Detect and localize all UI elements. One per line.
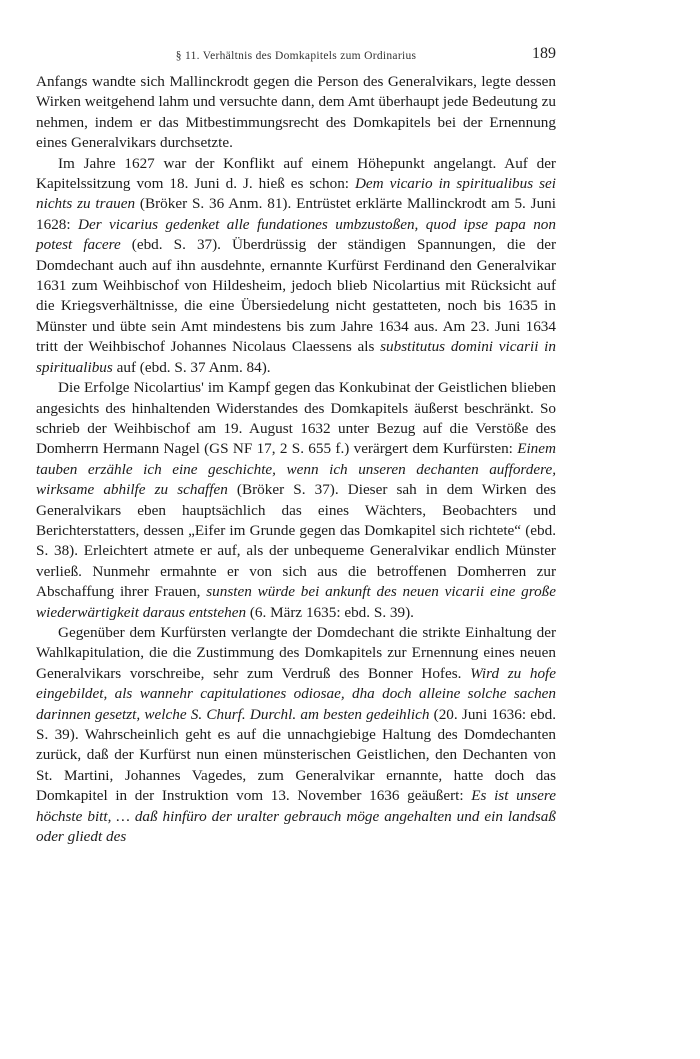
text-run: Im Jahre 1627 war der Konflikt auf einem Höhepunkt angelangt. Auf der Kapitelssitzung vom 18. Juni d. J. hieß es schon:	[36, 154, 556, 193]
paragraph	[36, 378, 556, 623]
document-page	[36, 44, 556, 847]
italic-quotation: Der vicarius gedenket alle fundationes umbzustoßen, quod ipse papa non potest facere	[36, 215, 556, 254]
text-run: (20. Juni 1636: ebd. S. 39). Wahrscheinlich geht es auf die unnachgiebige Haltung des Domdechanten zurück, daß der Kurfürst nun einen münsterischen Geistlichen, den Dechanten von St. Martini, Johannes Vagedes, zum Generalvikar ernannte, hatte doch das Domkapitel in der Instruktion vom 13. November 1636 geäußert:	[36, 705, 556, 805]
body-text	[36, 72, 556, 847]
italic-quotation: Es ist unsere höchste bitt, … daß hinfüro der uralter gebrauch möge angehalten und ein landsaß oder gliedt des	[36, 787, 557, 846]
text-run: (Bröker S. 37). Dieser sah in dem Wirken des Generalvikars eben hauptsächlich das eines Wächters, Beobachters und Berichterstatters, dessen „Eifer im Grunde gegen das Domkapitel sich richtete“ (ebd. S. 38). Erleichtert atmete er auf, als der unbequeme Generalvikar endlich Münster verließ. Nunmehr ermahnte er von sich aus die betroffenen Domherren zur Abschaffung ihrer Frauen,	[36, 481, 557, 601]
page-number: 189	[532, 45, 556, 62]
text-run: (ebd. S. 37). Überdrüssig der ständigen Spannungen, die der Domdechant auch auf ihn ausdehnte, ernannte Kurfürst Ferdinand den Generalvikar 1631 zum Weihbischof von Hildesheim, jedoch blieb Nicolartius mit Rücksicht auf die Kriegsverhältnisse, die eine Übersiedelung nicht gestatteten, noch bis 1635 in Münster und übte sein Amt mindestens bis zum Jahre 1634 aus. Am 23. Juni 1634 tritt der Weihbischof Johannes Nicolaus Claessens als	[36, 236, 557, 356]
italic-quotation: Wird zu hofe eingebildet, als wannehr capitulationes odiosae, dha doch alleine solche sachen darinnen gesetzt, welche S. Churf. Durchl. am besten gedeihlich	[36, 664, 557, 723]
italic-quotation: substitutus domini vicarii in spiritualibus	[36, 338, 556, 376]
text-run: Gegenüber dem Kurfürsten verlangte der Domdechant die strikte Einhaltung der Wahlkapitulation, die die Zustimmung des Domkapitels zur Ernennung eines neuen Generalvikars vorschreibe, sehr zum Verdruß des Bonner Hofes.	[36, 623, 556, 682]
italic-quotation: Einem tauben erzähle ich eine geschichte, wenn ich unseren dechanten auffordere, wirksame abhilfe zu schaffen	[36, 440, 556, 499]
text-run: (Bröker S. 36 Anm. 81). Entrüstet erklärte Mallinckrodt am 5. Juni 1628:	[36, 195, 556, 233]
paragraph	[36, 72, 556, 154]
text-run: Die Erfolge Nicolartius' im Kampf gegen das Konkubinat der Geistlichen blieben angesichts des hinhaltenden Widerstandes des Domkapitels äußerst beschränkt. So schrieb der Weihbischof am 19. August 1632 unter Bezug auf die Verstöße des Domherrn Hermann Nagel (GS NF 17, 2 S. 655 f.) verärgert dem Kurfürsten:	[36, 379, 556, 458]
italic-quotation: Dem vicario in spiritualibus sei nichts zu trauen	[36, 175, 556, 213]
text-run: Anfangs wandte sich Mallinckrodt gegen die Person des Generalvikars, legte dessen Wirken weitgehend lahm und versuchte dann, dem Amt überhaupt jede Bedeutung zu nehmen, indem er das Mitbestimmungsrecht des Domkapitels bei der Ernennung eines Generalvikars durchsetzte.	[36, 73, 556, 152]
text-run: (6. März 1635: ebd. S. 39).	[246, 603, 414, 621]
paragraph	[36, 154, 556, 378]
italic-quotation: sunsten würde bei ankunft des neuen vicarii eine große wiederwärtigkeit daraus entstehen	[36, 583, 556, 621]
text-run: auf (ebd. S. 37 Anm. 84).	[112, 358, 271, 376]
paragraph	[36, 623, 556, 847]
running-head: § 11. Verhältnis des Domkapitels zum Ordinarius	[175, 50, 417, 62]
page-header	[36, 44, 556, 70]
